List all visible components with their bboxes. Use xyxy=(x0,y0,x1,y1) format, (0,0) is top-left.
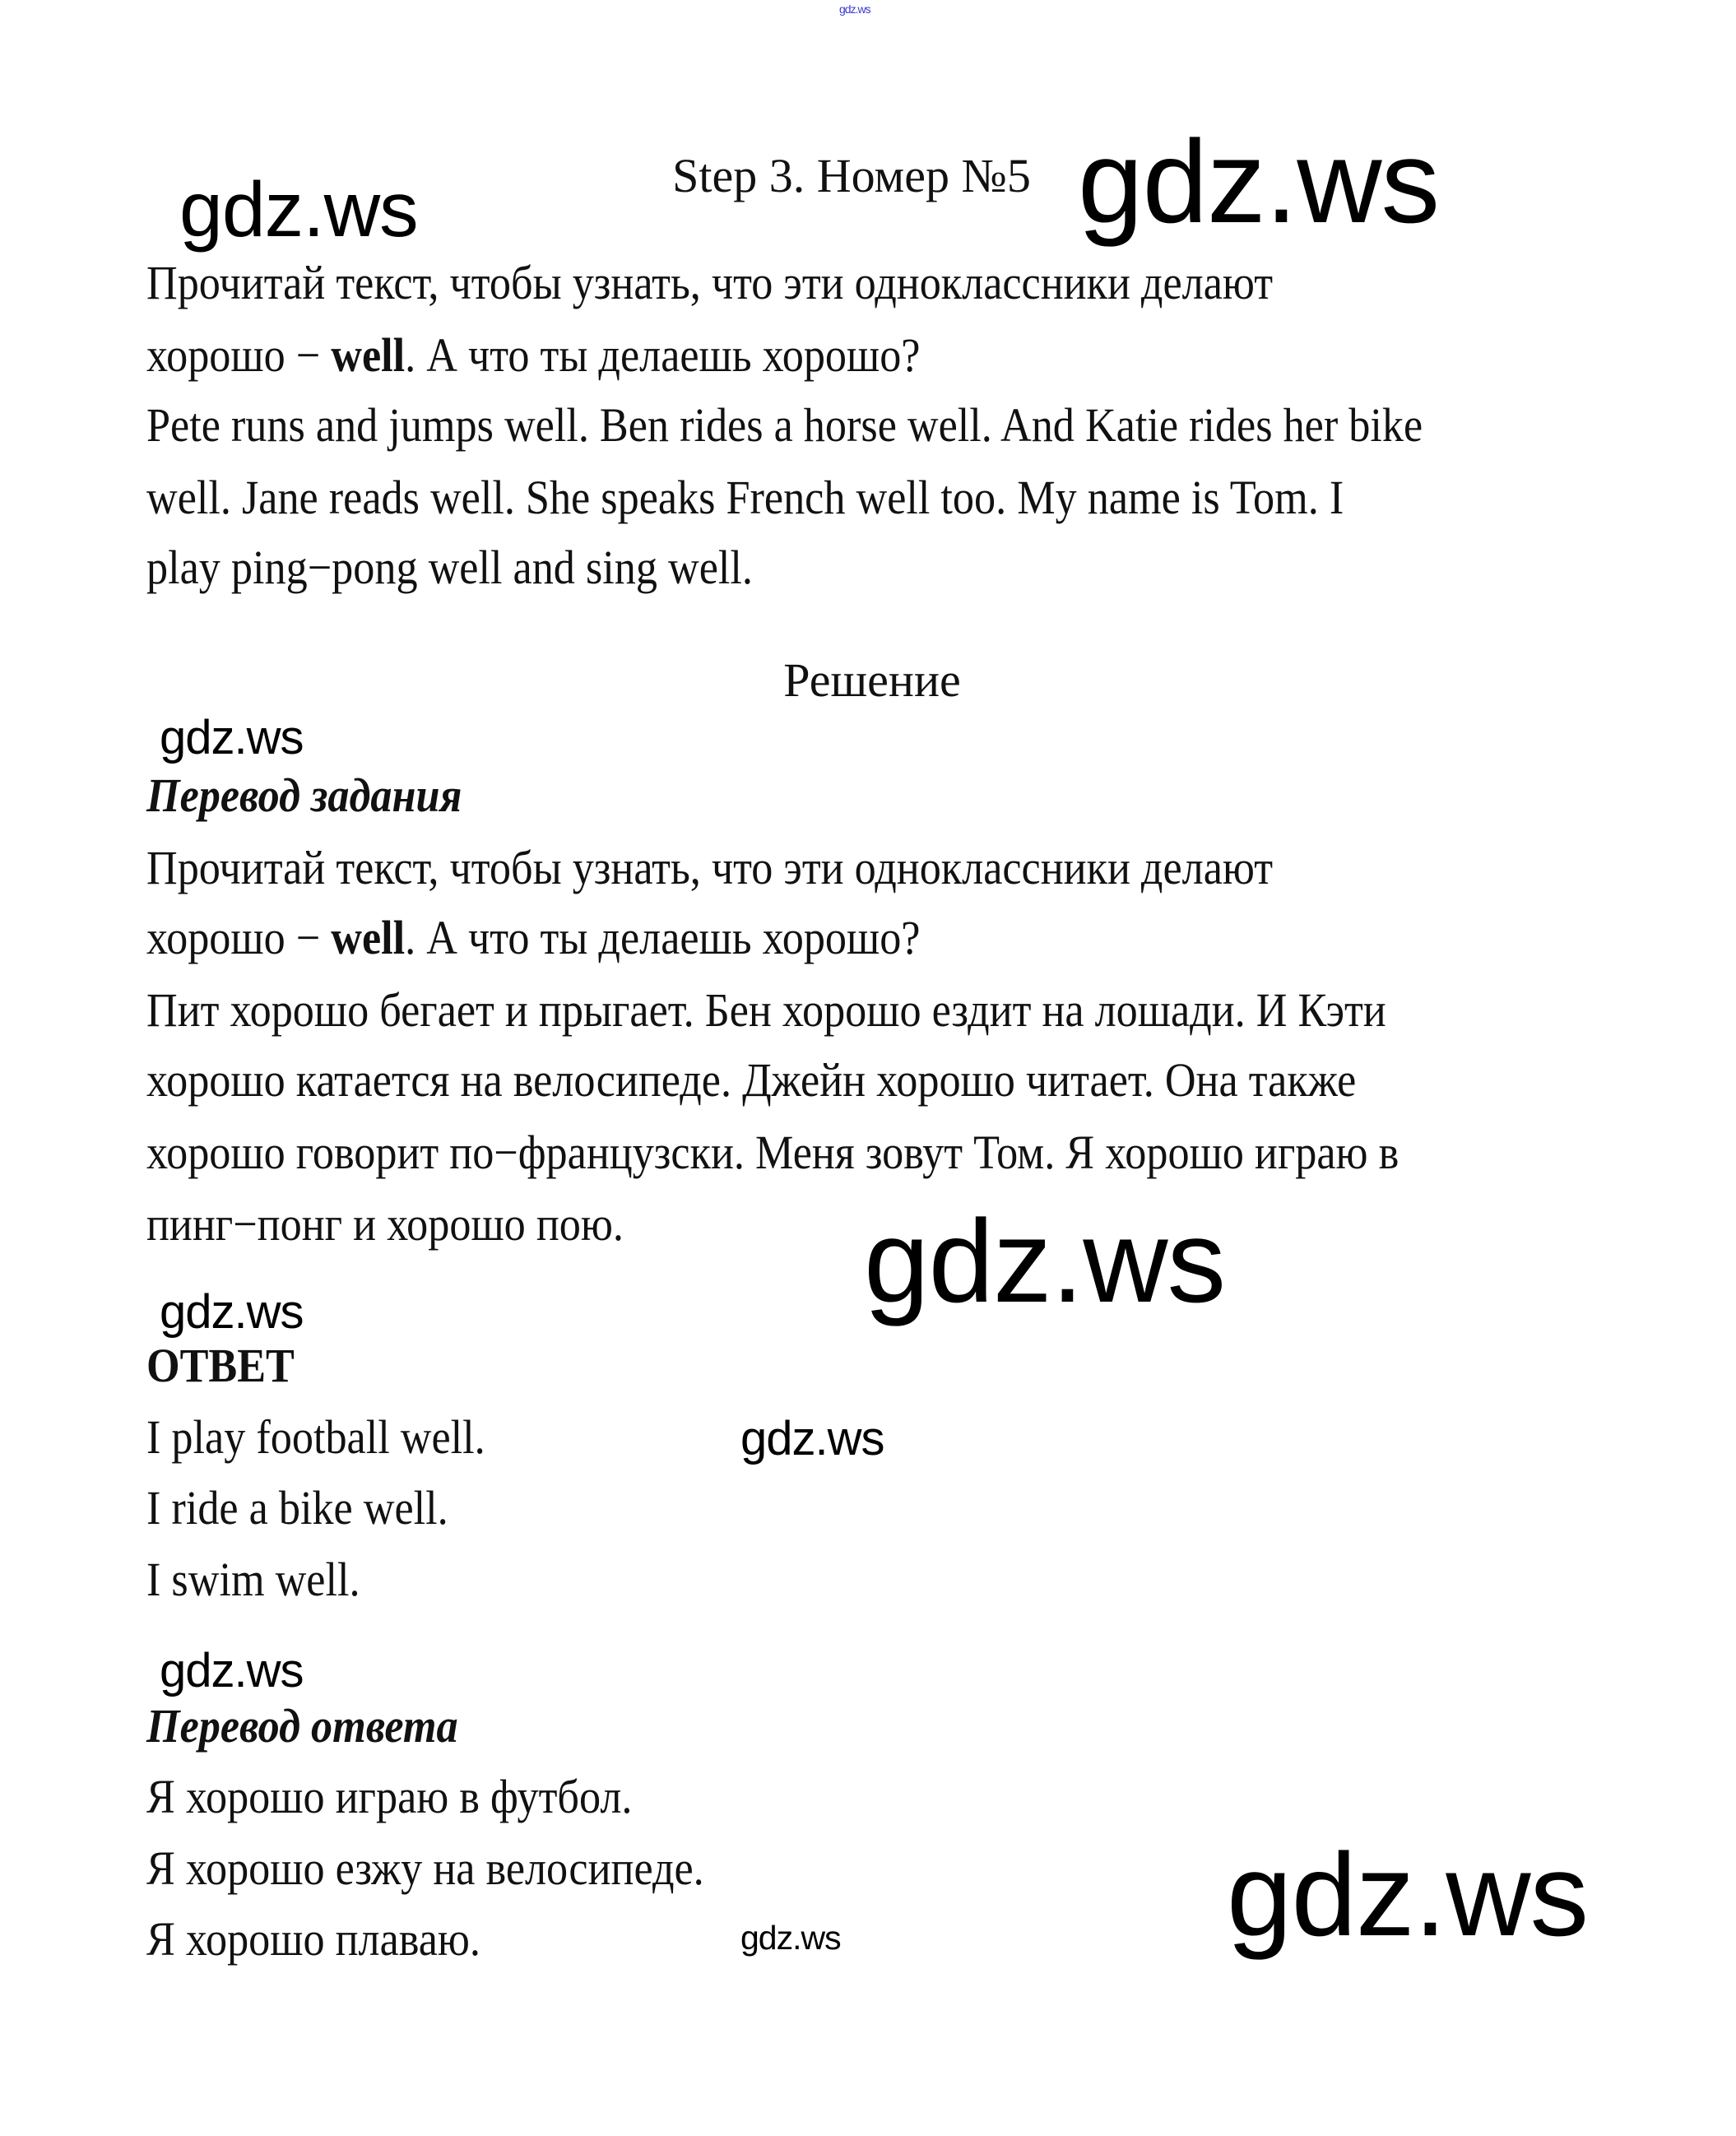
answer-translation-line: Я хорошо играю в футбол. xyxy=(146,1770,633,1823)
text: . А что ты делаешь хорошо? xyxy=(405,328,921,382)
watermark: gdz.ws xyxy=(160,1285,304,1339)
task-line: Прочитай текст, чтобы узнать, что эти одноклассники делают xyxy=(146,256,1274,309)
text: . А что ты делаешь хорошо? xyxy=(405,911,921,964)
solution-heading: Решение xyxy=(783,653,961,707)
text: хорошо − xyxy=(146,328,332,382)
translation-heading: Перевод задания xyxy=(146,768,462,822)
translation-line: пинг−понг и хорошо пою. xyxy=(146,1197,624,1251)
watermark: gdz.ws xyxy=(864,1196,1226,1327)
watermark: gdz.ws xyxy=(179,166,418,253)
watermark: gdz.ws xyxy=(1227,1830,1589,1961)
translation-line: Прочитай текст, чтобы узнать, что эти одноклассники делают xyxy=(146,841,1274,894)
answer-heading: ОТВЕТ xyxy=(146,1339,295,1392)
task-line: play ping−pong well and sing well. xyxy=(146,541,753,594)
answer-line: I swim well. xyxy=(146,1553,360,1606)
translation-line: хорошо говорит по−французски. Меня зовут Том. Я хорошо играю в xyxy=(146,1126,1399,1179)
watermark: gdz.ws xyxy=(839,2,870,16)
task-line xyxy=(146,328,921,382)
answer-translation-heading: Перевод ответа xyxy=(146,1699,458,1753)
task-line: well. Jane reads well. She speaks French well too. My name is Tom. I xyxy=(146,471,1344,524)
bold-word: well xyxy=(331,911,406,964)
answer-translation-line: Я хорошо езжу на велосипеде. xyxy=(146,1841,704,1895)
task-line: Pete runs and jumps well. Ben rides a horse well. And Katie rides her bike xyxy=(146,398,1423,452)
answer-line: I ride a bike well. xyxy=(146,1481,448,1535)
watermark: gdz.ws xyxy=(160,711,304,764)
watermark: gdz.ws xyxy=(1078,117,1440,248)
watermark: gdz.ws xyxy=(160,1644,304,1697)
answer-translation-line: Я хорошо плаваю. xyxy=(146,1912,480,1966)
translation-line: Пит хорошо бегает и прыгает. Бен хорошо ездит на лошади. И Кэти xyxy=(146,983,1386,1037)
translation-line xyxy=(146,913,920,963)
bold-word: well xyxy=(331,328,406,382)
answer-line: I play football well. xyxy=(146,1410,485,1464)
watermark: gdz.ws xyxy=(740,1919,841,1957)
page-title: Step 3. Номер №5 xyxy=(672,149,1031,202)
text: хорошо − xyxy=(146,911,332,964)
translation-line: хорошо катается на велосипеде. Джейн хорошо читает. Она также xyxy=(146,1053,1357,1107)
watermark: gdz.ws xyxy=(740,1412,884,1465)
